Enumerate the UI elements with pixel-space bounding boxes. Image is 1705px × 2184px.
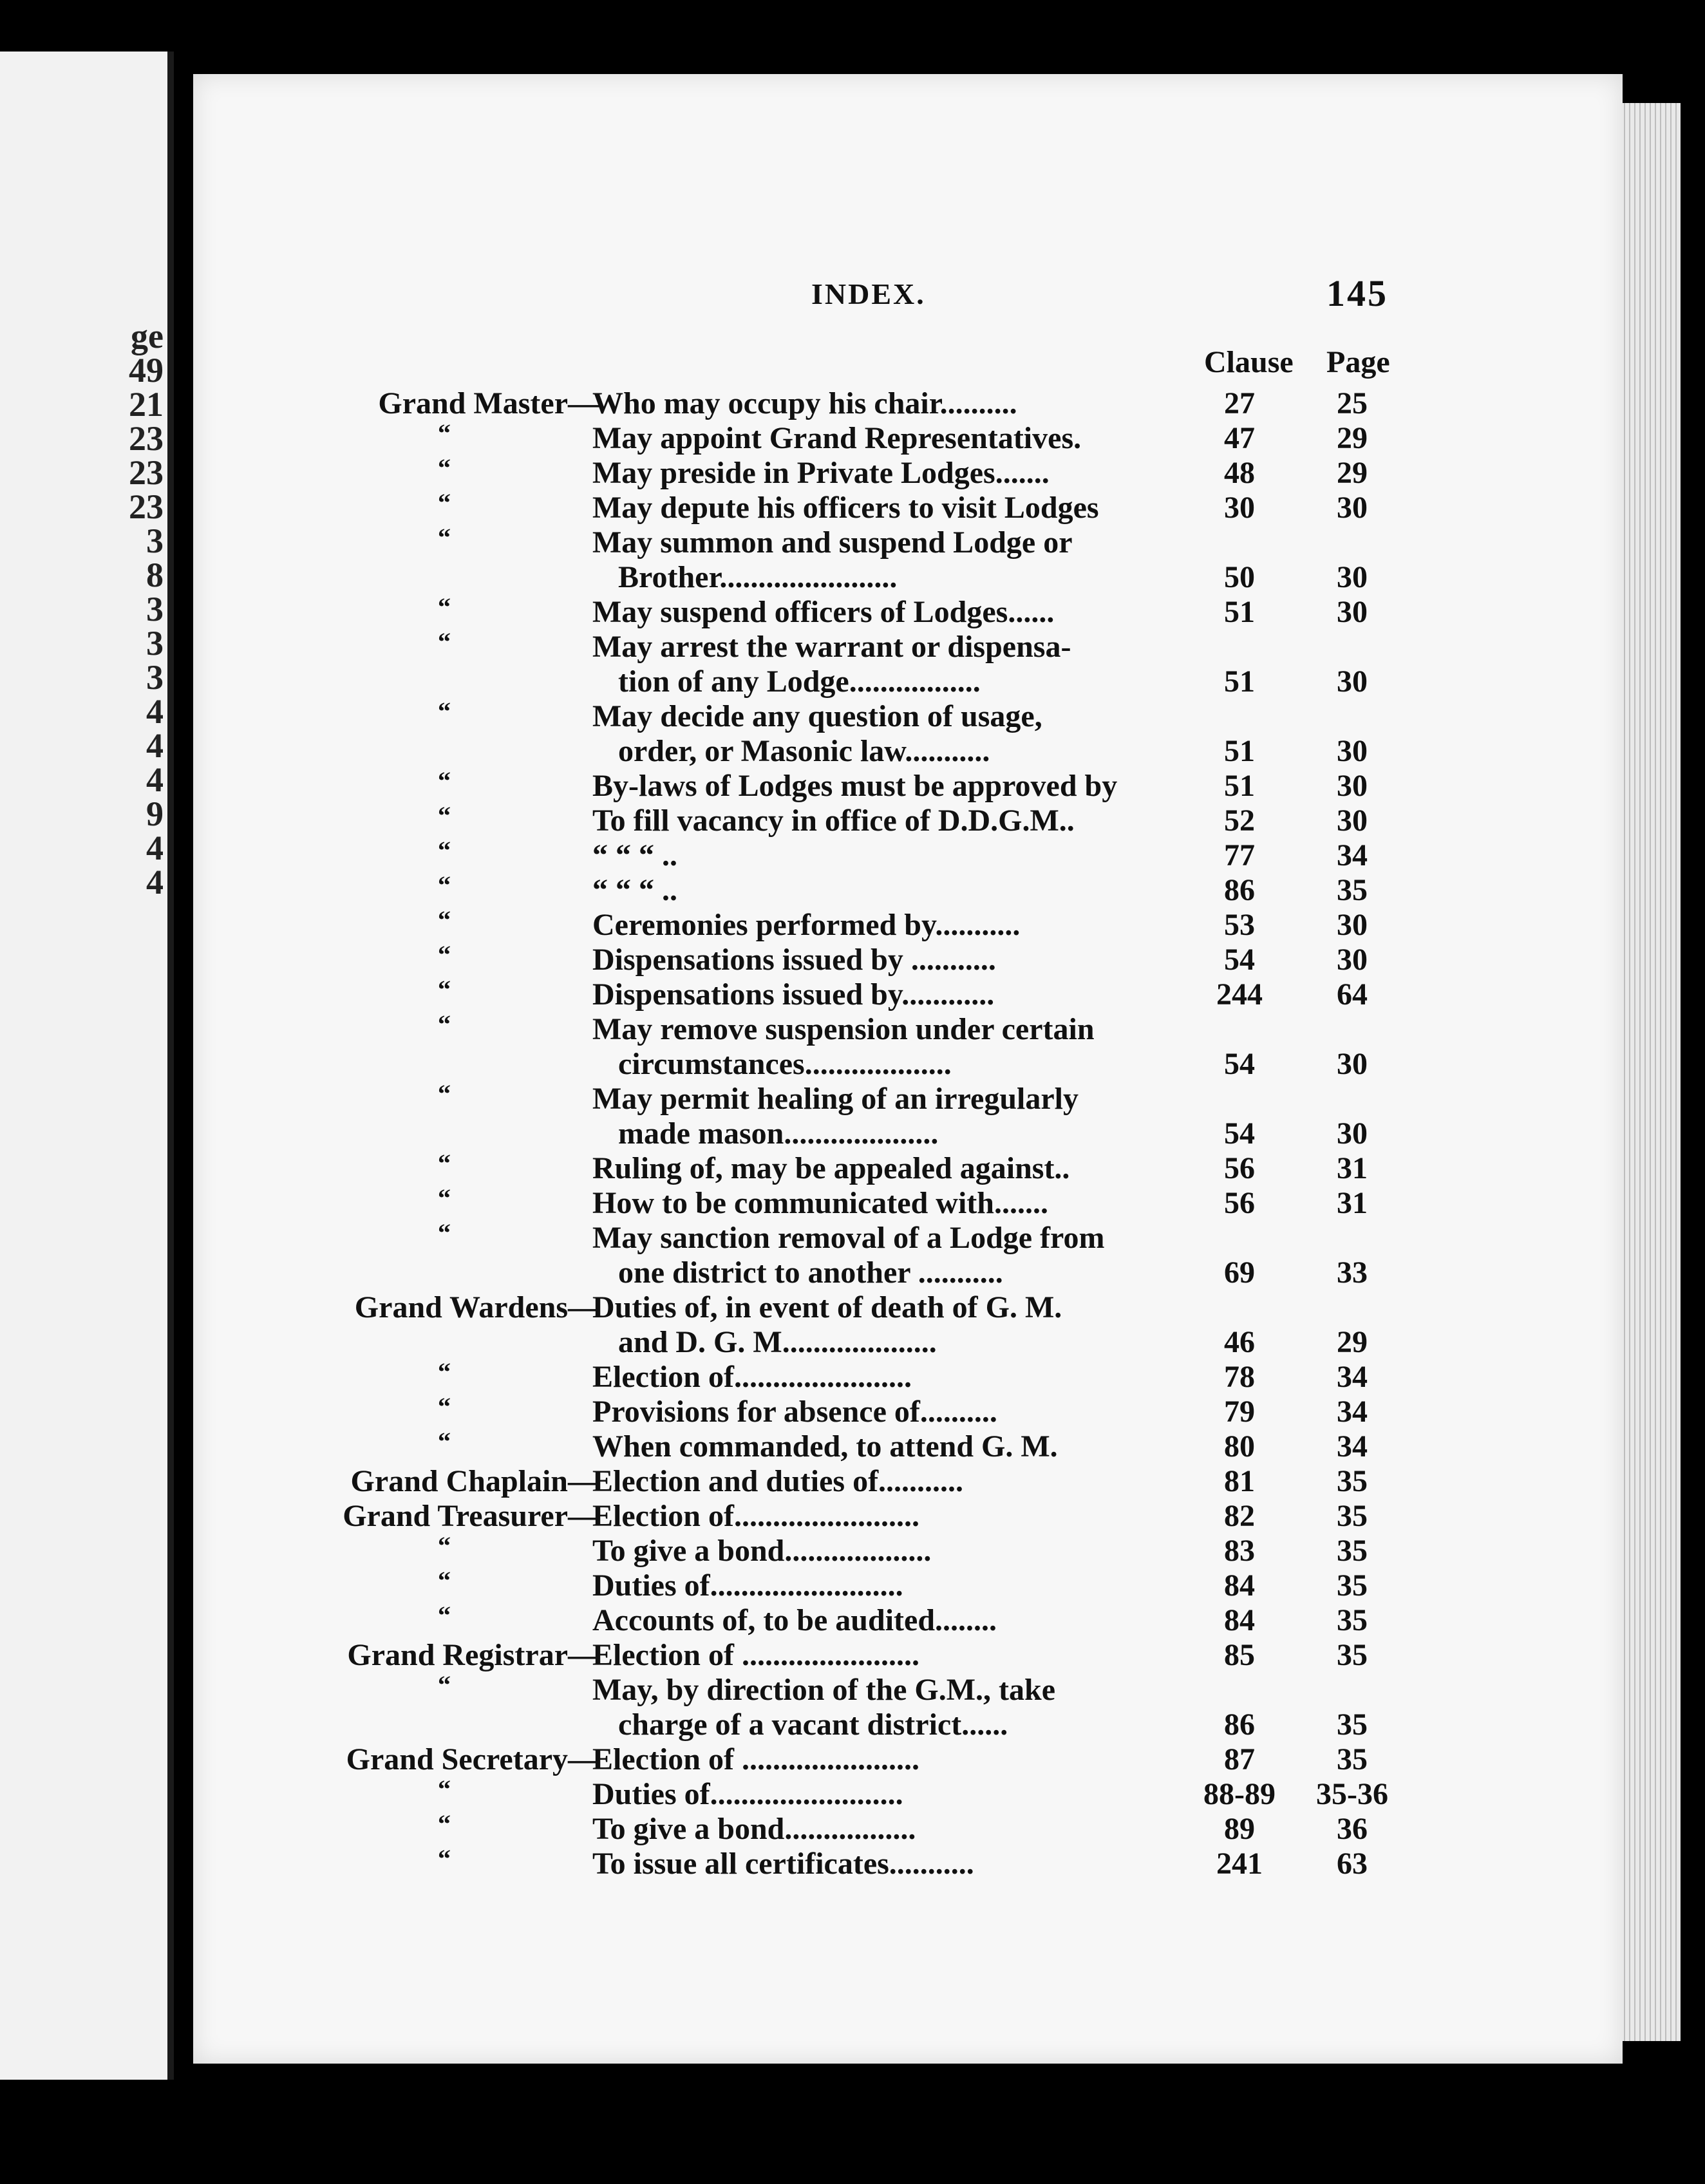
entry-text: May permit healing of an irregularly bbox=[592, 1082, 1079, 1116]
ditto-mark: “ bbox=[438, 523, 451, 552]
clause-number: 51 bbox=[1224, 664, 1255, 699]
page-reference: 35 bbox=[1337, 1464, 1368, 1498]
clause-number: 51 bbox=[1224, 769, 1255, 803]
facing-page-fragment: 9 bbox=[146, 795, 164, 833]
ditto-mark: “ bbox=[438, 801, 451, 830]
ditto-mark: “ bbox=[438, 1357, 451, 1386]
entry-text: May preside in Private Lodges....... bbox=[592, 456, 1050, 490]
facing-page-fragment: 23 bbox=[129, 487, 164, 526]
entry-text: May decide any question of usage, bbox=[592, 699, 1042, 733]
clause-number: 82 bbox=[1224, 1499, 1255, 1533]
clause-number: 52 bbox=[1224, 804, 1255, 838]
clause-number: 84 bbox=[1224, 1568, 1255, 1603]
page-reference: 30 bbox=[1337, 804, 1368, 838]
entry-text: May, by direction of the G.M., take bbox=[592, 1673, 1056, 1707]
page-reference: 30 bbox=[1337, 664, 1368, 699]
entry-text: Provisions for absence of.......... bbox=[592, 1395, 997, 1429]
entry-heading: Grand Registrar— bbox=[347, 1638, 599, 1672]
entry-text: May arrest the warrant or dispensa- bbox=[592, 630, 1071, 664]
entry-text: How to be communicated with....... bbox=[592, 1186, 1048, 1220]
page-reference: 29 bbox=[1337, 421, 1368, 455]
facing-page-fragment: 4 bbox=[146, 829, 164, 867]
entry-text: Election of....................... bbox=[592, 1360, 912, 1394]
entry-heading: Grand Secretary— bbox=[346, 1742, 599, 1776]
clause-number: 81 bbox=[1224, 1464, 1255, 1498]
ditto-mark: “ bbox=[438, 1218, 451, 1247]
page-reference: 64 bbox=[1337, 977, 1368, 1012]
page-reference: 30 bbox=[1337, 1116, 1368, 1151]
ditto-mark: “ bbox=[438, 627, 451, 656]
facing-page-fragment: 23 bbox=[129, 453, 164, 492]
page-reference: 35 bbox=[1337, 1534, 1368, 1568]
entry-text: May appoint Grand Representatives. bbox=[592, 421, 1082, 455]
page-reference: 63 bbox=[1337, 1847, 1368, 1881]
facing-page-fragment: 3 bbox=[146, 522, 164, 560]
clause-number: 47 bbox=[1224, 421, 1255, 455]
page-reference: 30 bbox=[1337, 769, 1368, 803]
facing-page-fragment: 4 bbox=[146, 863, 164, 901]
entry-text: Duties of......................... bbox=[592, 1777, 903, 1811]
entry-text: “ “ “ .. bbox=[592, 838, 677, 872]
facing-page-fragment: 49 bbox=[129, 351, 164, 390]
facing-page-fragment: ge bbox=[131, 317, 164, 355]
entry-text: May remove suspension under certain bbox=[592, 1012, 1095, 1046]
ditto-mark: “ bbox=[438, 1844, 451, 1873]
entry-text-continuation: charge of a vacant district...... bbox=[618, 1708, 1008, 1742]
page-reference: 34 bbox=[1337, 1429, 1368, 1464]
entry-heading: Grand Chaplain— bbox=[350, 1464, 599, 1498]
entry-text-continuation: tion of any Lodge................. bbox=[618, 664, 981, 699]
ditto-mark: “ bbox=[438, 1566, 451, 1595]
ditto-mark: “ bbox=[438, 592, 451, 621]
ditto-mark: “ bbox=[438, 1531, 451, 1560]
entry-heading: Grand Treasurer— bbox=[343, 1499, 599, 1533]
ditto-mark: “ bbox=[438, 905, 451, 934]
entry-heading: Grand Wardens— bbox=[354, 1290, 599, 1324]
page-reference: 30 bbox=[1337, 1047, 1368, 1081]
ditto-mark: “ bbox=[438, 1149, 451, 1178]
clause-column-header: Clause bbox=[1204, 345, 1294, 379]
ditto-mark: “ bbox=[438, 488, 451, 517]
page-reference: 35-36 bbox=[1316, 1777, 1388, 1811]
clause-number: 86 bbox=[1224, 873, 1255, 907]
clause-number: 56 bbox=[1224, 1151, 1255, 1185]
page-reference: 35 bbox=[1337, 1638, 1368, 1672]
facing-page-fragment: 3 bbox=[146, 590, 164, 628]
page-reference: 35 bbox=[1337, 1742, 1368, 1776]
facing-page-fragment: 4 bbox=[146, 692, 164, 731]
clause-number: 27 bbox=[1224, 386, 1255, 420]
entry-text: May depute his officers to visit Lodges bbox=[592, 491, 1099, 525]
page-reference: 30 bbox=[1337, 734, 1368, 768]
clause-number: 56 bbox=[1224, 1186, 1255, 1220]
entry-text: Duties of......................... bbox=[592, 1568, 903, 1603]
page-reference: 34 bbox=[1337, 1395, 1368, 1429]
clause-number: 87 bbox=[1224, 1742, 1255, 1776]
ditto-mark: “ bbox=[438, 1670, 451, 1699]
entry-text: May suspend officers of Lodges...... bbox=[592, 595, 1055, 629]
entry-text-continuation: made mason.................... bbox=[618, 1116, 939, 1151]
entry-text: Election of ....................... bbox=[592, 1742, 919, 1776]
entry-text-continuation: circumstances................... bbox=[618, 1047, 952, 1081]
page-reference: 34 bbox=[1337, 1360, 1368, 1394]
page-reference: 35 bbox=[1337, 1499, 1368, 1533]
book-page bbox=[193, 74, 1623, 2064]
entry-text-continuation: one district to another ........... bbox=[618, 1256, 1003, 1290]
clause-number: 83 bbox=[1224, 1534, 1255, 1568]
page-reference: 30 bbox=[1337, 560, 1368, 594]
page-reference: 30 bbox=[1337, 491, 1368, 525]
clause-number: 51 bbox=[1224, 734, 1255, 768]
ditto-mark: “ bbox=[438, 1010, 451, 1039]
page-column-header: Page bbox=[1326, 345, 1390, 379]
page-reference: 35 bbox=[1337, 1568, 1368, 1603]
page-reference: 35 bbox=[1337, 873, 1368, 907]
entry-text: Dispensations issued by............ bbox=[592, 977, 995, 1012]
clause-number: 54 bbox=[1224, 1116, 1255, 1151]
ditto-mark: “ bbox=[438, 1601, 451, 1630]
entry-text: When commanded, to attend G. M. bbox=[592, 1429, 1058, 1464]
clause-number: 78 bbox=[1224, 1360, 1255, 1394]
entry-heading: Grand Master— bbox=[378, 386, 599, 420]
page-reference: 29 bbox=[1337, 1325, 1368, 1359]
clause-number: 89 bbox=[1224, 1812, 1255, 1846]
facing-page-edge bbox=[0, 52, 174, 2080]
ditto-mark: “ bbox=[438, 1079, 451, 1108]
entry-text: Who may occupy his chair.......... bbox=[592, 386, 1017, 420]
page-reference: 36 bbox=[1337, 1812, 1368, 1846]
ditto-mark: “ bbox=[438, 871, 451, 899]
entry-text: Duties of, in event of death of G. M. bbox=[592, 1290, 1062, 1324]
entry-text: Dispensations issued by ........... bbox=[592, 943, 996, 977]
ditto-mark: “ bbox=[438, 1183, 451, 1212]
ditto-mark: “ bbox=[438, 836, 451, 865]
page-reference: 29 bbox=[1337, 456, 1368, 490]
clause-number: 51 bbox=[1224, 595, 1255, 629]
entry-text: Election of ....................... bbox=[592, 1638, 919, 1672]
entry-text: By-laws of Lodges must be approved by bbox=[592, 769, 1118, 803]
entry-text: To give a bond................... bbox=[592, 1534, 932, 1568]
ditto-mark: “ bbox=[438, 975, 451, 1004]
entry-text: To give a bond................. bbox=[592, 1812, 916, 1846]
page-title: INDEX. bbox=[811, 278, 926, 310]
entry-text: Election and duties of........... bbox=[592, 1464, 964, 1498]
clause-number: 53 bbox=[1224, 908, 1255, 942]
ditto-mark: “ bbox=[438, 697, 451, 726]
entry-text: Accounts of, to be audited........ bbox=[592, 1603, 997, 1637]
page-reference: 25 bbox=[1337, 386, 1368, 420]
clause-number: 46 bbox=[1224, 1325, 1255, 1359]
clause-number: 80 bbox=[1224, 1429, 1255, 1464]
entry-text: Election of........................ bbox=[592, 1499, 919, 1533]
entry-text-continuation: order, or Masonic law........... bbox=[618, 734, 990, 768]
page-reference: 31 bbox=[1337, 1186, 1368, 1220]
clause-number: 54 bbox=[1224, 943, 1255, 977]
clause-number: 85 bbox=[1224, 1638, 1255, 1672]
ditto-mark: “ bbox=[438, 766, 451, 795]
clause-number: 241 bbox=[1216, 1847, 1263, 1881]
facing-page-fragment: 8 bbox=[146, 556, 164, 594]
facing-page-fragment: 3 bbox=[146, 624, 164, 663]
facing-page-fragment: 3 bbox=[146, 658, 164, 697]
facing-page-fragment: 4 bbox=[146, 760, 164, 799]
entry-text: “ “ “ .. bbox=[592, 873, 677, 907]
ditto-mark: “ bbox=[438, 1774, 451, 1803]
page-reference: 31 bbox=[1337, 1151, 1368, 1185]
entry-text-continuation: and D. G. M.................... bbox=[618, 1325, 937, 1359]
ditto-mark: “ bbox=[438, 1392, 451, 1421]
entry-text-continuation: Brother....................... bbox=[618, 560, 898, 594]
ditto-mark: “ bbox=[438, 1809, 451, 1838]
entry-text: Ceremonies performed by........... bbox=[592, 908, 1021, 942]
clause-number: 79 bbox=[1224, 1395, 1255, 1429]
clause-number: 244 bbox=[1216, 977, 1263, 1012]
clause-number: 88-89 bbox=[1203, 1777, 1276, 1811]
clause-number: 30 bbox=[1224, 491, 1255, 525]
entry-text: May summon and suspend Lodge or bbox=[592, 525, 1073, 560]
ditto-mark: “ bbox=[438, 940, 451, 969]
ditto-mark: “ bbox=[438, 419, 451, 447]
facing-page-fragment: 4 bbox=[146, 726, 164, 765]
clause-number: 54 bbox=[1224, 1047, 1255, 1081]
entry-text: Ruling of, may be appealed against.. bbox=[592, 1151, 1070, 1185]
clause-number: 77 bbox=[1224, 838, 1255, 872]
page-number: 145 bbox=[1326, 272, 1388, 314]
clause-number: 69 bbox=[1224, 1256, 1255, 1290]
page-reference: 33 bbox=[1337, 1256, 1368, 1290]
facing-page-fragment: 23 bbox=[129, 419, 164, 458]
ditto-mark: “ bbox=[438, 1427, 451, 1456]
page-reference: 30 bbox=[1337, 908, 1368, 942]
ditto-mark: “ bbox=[438, 453, 451, 482]
page-reference: 30 bbox=[1337, 943, 1368, 977]
entry-text: To issue all certificates........... bbox=[592, 1847, 974, 1881]
clause-number: 86 bbox=[1224, 1708, 1255, 1742]
clause-number: 48 bbox=[1224, 456, 1255, 490]
clause-number: 84 bbox=[1224, 1603, 1255, 1637]
facing-page-fragment: 21 bbox=[129, 385, 164, 424]
page-reference: 34 bbox=[1337, 838, 1368, 872]
entry-text: May sanction removal of a Lodge from bbox=[592, 1221, 1105, 1255]
page-reference: 35 bbox=[1337, 1708, 1368, 1742]
page-reference: 35 bbox=[1337, 1603, 1368, 1637]
entry-text: To fill vacancy in office of D.D.G.M.. bbox=[592, 804, 1075, 838]
page-reference: 30 bbox=[1337, 595, 1368, 629]
clause-number: 50 bbox=[1224, 560, 1255, 594]
